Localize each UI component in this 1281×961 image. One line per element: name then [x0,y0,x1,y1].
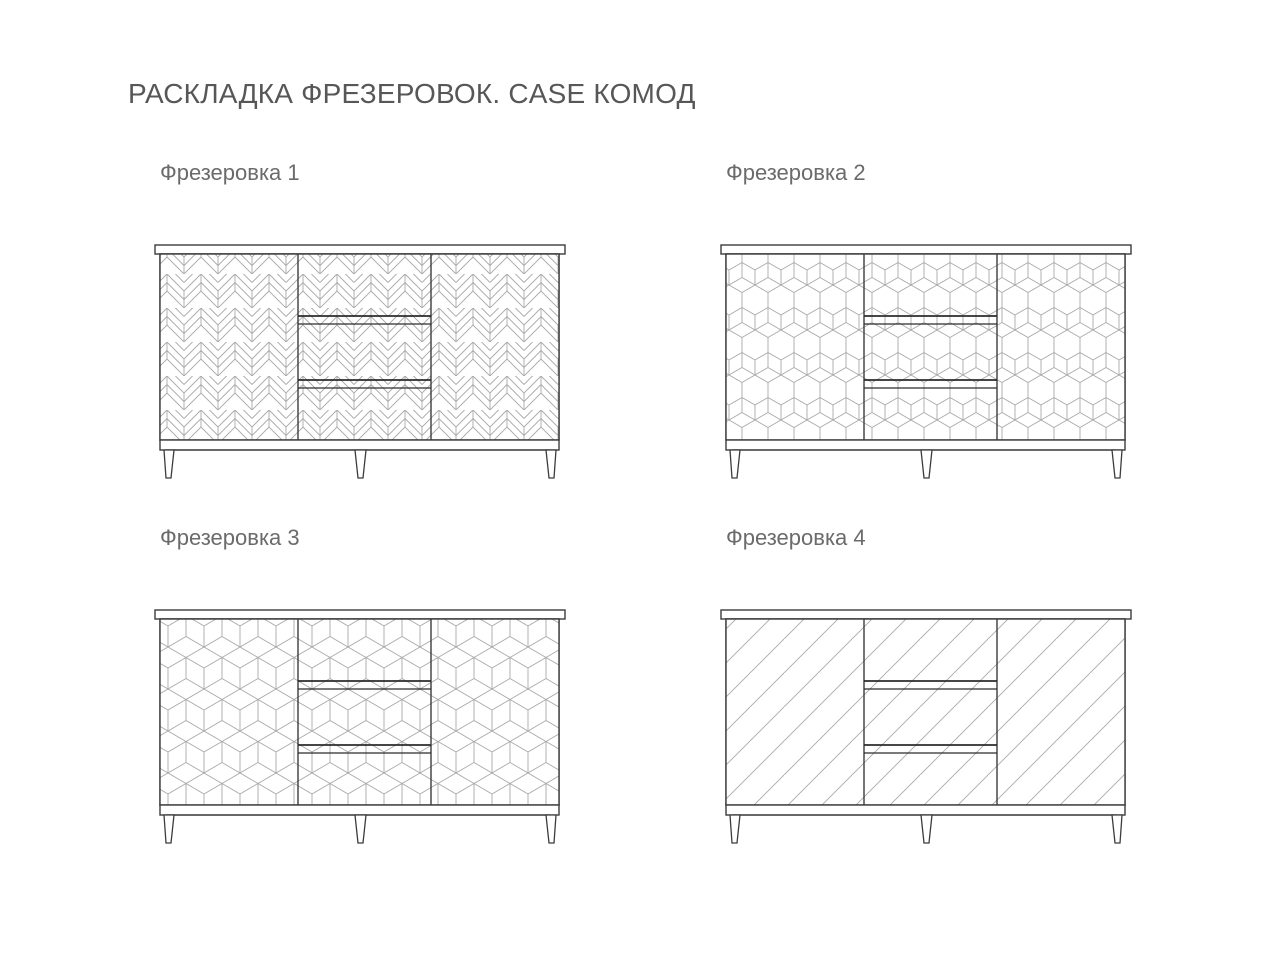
panel-label-3: Фрезеровка 3 [160,525,300,550]
cabinet-drawing-diagonal [716,605,1136,855]
cabinet-drawing-cube [150,605,570,855]
panel-label-4: Фрезеровка 4 [726,525,866,550]
panel-label-1: Фрезеровка 1 [160,160,300,185]
cabinet-drawing-herringbone [150,240,570,490]
cabinet-drawing-hexagon [716,240,1136,490]
page-title: РАСКЛАДКА ФРЕЗЕРОВОК. CASE КОМОД [128,78,696,109]
panel-label-2: Фрезеровка 2 [726,160,866,185]
